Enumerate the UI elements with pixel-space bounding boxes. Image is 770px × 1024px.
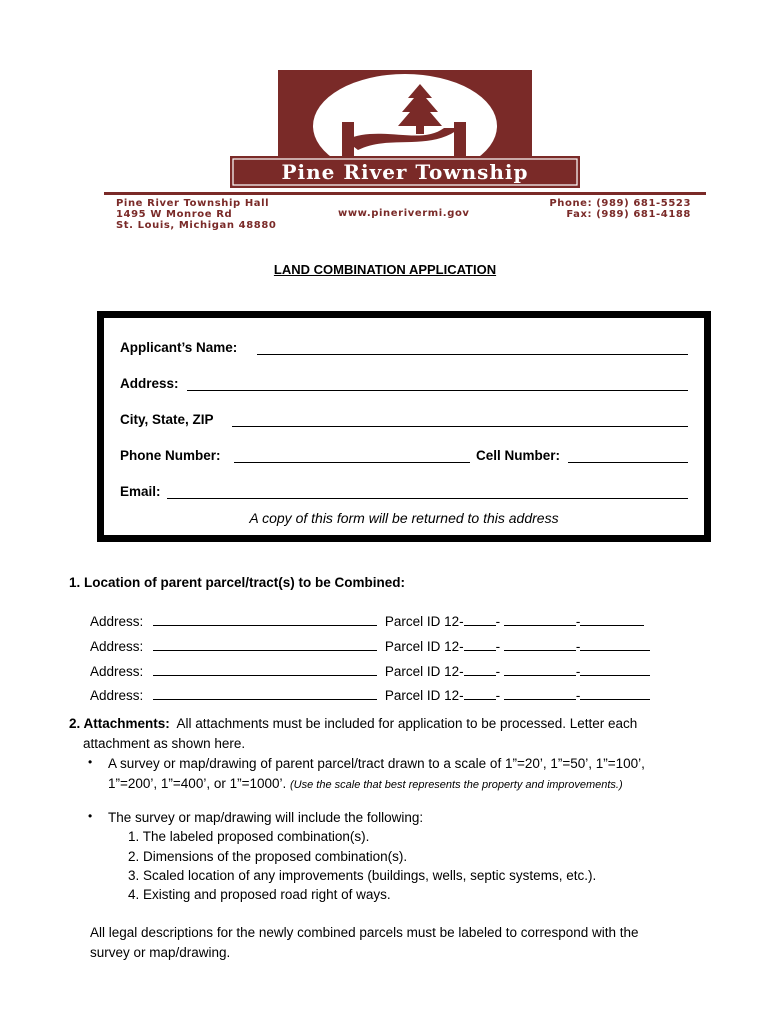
parcel-id-part1[interactable] xyxy=(464,664,496,676)
section2-heading: 2. Attachments: xyxy=(69,716,170,731)
header-rule xyxy=(104,192,706,195)
office-fax: Fax: (989) 681-4188 xyxy=(566,209,691,220)
parcel-id-label: Parcel ID 12- xyxy=(384,614,464,629)
parcel-address-label: Address: xyxy=(90,614,144,629)
section1-heading: 1. Location of parent parcel/tract(s) to be Combined: xyxy=(69,575,406,590)
bullet1-line2-wrap xyxy=(108,774,623,795)
parcel-id-part2[interactable] xyxy=(504,639,576,651)
website: www.pinerivermi.gov xyxy=(338,208,470,219)
list-item: 4. Existing and proposed road right of ways. xyxy=(128,887,391,902)
cell-number-field[interactable] xyxy=(568,462,688,463)
email-field[interactable] xyxy=(167,498,688,499)
parcel-address-field[interactable] xyxy=(153,664,377,676)
address-label: Address: xyxy=(120,376,179,391)
section2-intro-line2: attachment as shown here. xyxy=(83,736,246,751)
scale-note: (Use the scale that best represents the property and improvements.) xyxy=(290,779,623,791)
parcel-id-label: Parcel ID 12- xyxy=(384,688,464,703)
email-label: Email: xyxy=(120,484,161,499)
contact-block xyxy=(549,198,691,220)
list-item: 2. Dimensions of the proposed combination(s). xyxy=(128,849,408,864)
section2-intro-line1: All attachments must be included for application to be processed. Letter each xyxy=(176,716,638,731)
office-city: St. Louis, Michigan 48880 xyxy=(116,220,277,231)
applicant-name-label: Applicant’s Name: xyxy=(120,340,238,355)
bullet1-line1: A survey or map/drawing of parent parcel/tract drawn to a scale of 1”=20’, 1”=50’, 1”=100’, xyxy=(108,756,645,771)
city-state-zip-field[interactable] xyxy=(232,426,688,427)
city-state-zip-label: City, State, ZIP xyxy=(120,412,214,427)
office-street: 1495 W Monroe Rd xyxy=(116,209,233,220)
parcel-address-label: Address: xyxy=(90,639,144,654)
address-field[interactable] xyxy=(187,390,688,391)
parcel-id-part2[interactable] xyxy=(504,664,576,676)
list-item: 3. Scaled location of any improvements (buildings, wells, septic systems, etc.). xyxy=(128,868,597,883)
parcel-address-field[interactable] xyxy=(153,614,377,626)
parcel-address-field[interactable] xyxy=(153,688,377,700)
parcel-address-label: Address: xyxy=(90,664,144,679)
parcel-address-label: Address: xyxy=(90,688,144,703)
parcel-row-3: Address: Parcel ID 12- - - xyxy=(90,664,650,679)
office-name: Pine River Township Hall xyxy=(116,198,270,209)
parcel-id-part2[interactable] xyxy=(504,614,576,626)
parcel-row-1: Address: Parcel ID 12- - - xyxy=(90,614,644,629)
cell-number-label: Cell Number: xyxy=(476,448,561,463)
parcel-id-part1[interactable] xyxy=(464,614,496,626)
parcel-id-label: Parcel ID 12- xyxy=(384,664,464,679)
parcel-row-4: Address: Parcel ID 12- - - xyxy=(90,688,650,703)
section2-intro xyxy=(69,714,729,734)
parcel-id-part3[interactable] xyxy=(580,688,650,700)
bullet2-text: The survey or map/drawing will include the following: xyxy=(108,810,424,825)
closing-line1: All legal descriptions for the newly combined parcels must be labeled to correspond with the xyxy=(90,925,639,940)
phone-number-field[interactable] xyxy=(234,462,470,463)
parcel-id-label: Parcel ID 12- xyxy=(384,639,464,654)
applicant-name-field[interactable] xyxy=(257,354,688,355)
parcel-id-part1[interactable] xyxy=(464,639,496,651)
parcel-id-part3[interactable] xyxy=(580,614,644,626)
parcel-id-part2[interactable] xyxy=(504,688,576,700)
parcel-id-part3[interactable] xyxy=(580,664,650,676)
logo-wordmark: Pine River Township xyxy=(281,160,529,184)
office-address-block xyxy=(116,198,276,231)
parcel-address-field[interactable] xyxy=(153,639,377,651)
phone-number-label: Phone Number: xyxy=(120,448,221,463)
bullet1-line2: 1”=200’, 1”=400’, or 1”=1000’. xyxy=(108,776,287,791)
parcel-id-part1[interactable] xyxy=(464,688,496,700)
return-note: A copy of this form will be returned to this address xyxy=(249,510,559,526)
office-phone: Phone: (989) 681-5523 xyxy=(549,198,691,209)
bullet-dot: • xyxy=(88,755,93,769)
parcel-id-part3[interactable] xyxy=(580,639,650,651)
page-title: LAND COMBINATION APPLICATION xyxy=(273,262,497,277)
list-item: 1. The labeled proposed combination(s). xyxy=(128,829,370,844)
closing-line2: survey or map/drawing. xyxy=(90,945,231,960)
township-logo xyxy=(230,68,580,190)
parcel-row-2: Address: Parcel ID 12- - - xyxy=(90,639,650,654)
bullet-dot: • xyxy=(88,809,93,823)
